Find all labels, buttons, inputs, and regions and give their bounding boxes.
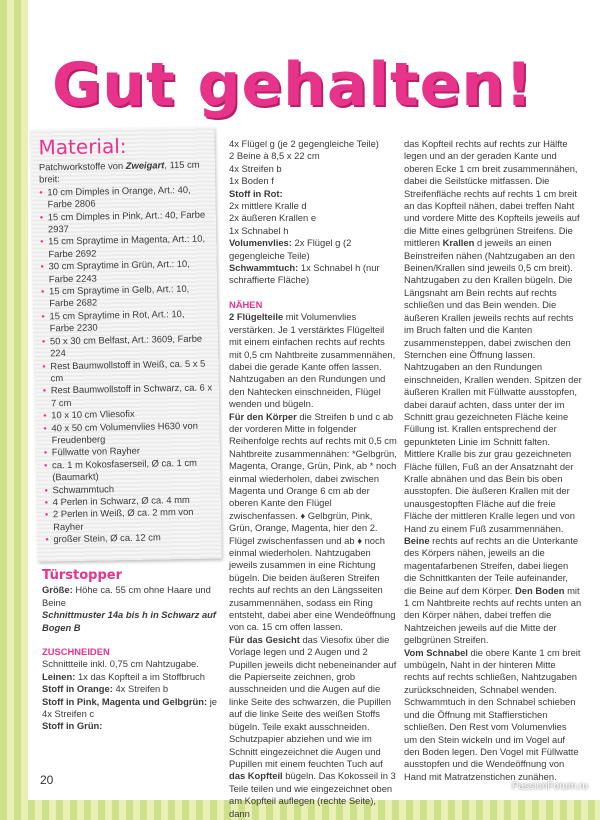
leinen-label: Leinen: — [42, 670, 76, 682]
schwamm-label: Schwammtuch: — [229, 262, 299, 274]
material-item: • großer Stein, Ø ca. 12 cm — [45, 531, 215, 546]
text-line: 2x äußeren Krallen e — [229, 212, 317, 224]
p3-bold2: das Kopfteil — [229, 770, 283, 782]
text-line: 1x Boden f — [229, 175, 274, 187]
paragraph — [404, 138, 582, 647]
page-title: Gut gehalten! — [52, 50, 534, 120]
c3-p1-text: d jeweils an einen Beinstreifen nähen (Nahtzugaben an den Beinen/Krallen sind jeweils 0,5 cm breit). Nahtzugaben zu den Krallen bügeln. Die Längsnaht am Bein rechts auf rechts schließen und das Bein wenden. Die äußeren Krallen jeweils rechts auf rechts im Bruch falten und die Kanten zusammensteppen, dabei zwischen den Sternchen eine Öffnung lassen. Nahtzugaben an den Rundungen einschneiden, Krallen wenden. Spitzen der äußeren Krallen mit Füllwatte ausstopfen, dabei darauf achten, dass unter der im Schnitt grau gezeichneten Fläche keine Füllung ist. Krallen entsprechend der gepunkteten Linie im Schnitt falten. Mittlere Kralle bis zur grau gezeichneten Fläche füllen, Fuß an der Ansatznaht der Kralle abnähen und das Bein bis oben ausstopfen. Die äußeren Krallen mit der unausgestopften Fläche auf die freie Fläche der mittleren Kralle legen und von Hand zu einem Fuß zusammennähen. — [404, 237, 582, 534]
material-item: • 40 x 50 cm Volumenvlies H630 von Freudenberg — [43, 419, 213, 447]
text-line: 1x Schnabel h — [229, 224, 289, 236]
material-item: • 15 cm Spraytime in Gelb, Art.: 10, Farbe 2682 — [41, 283, 211, 311]
material-intro-tail: , 115 cm breit: — [39, 158, 200, 185]
material-item: • Rest Baumwollstoff in Schwarz, ca. 6 x 7 cm — [43, 382, 213, 410]
leinen-line — [42, 671, 222, 683]
c3-p3-text: mit 1 cm Nahtbreite rechts auf rechts unten an den Körper nähen, dabei treffen die Nahtzeichen jeweils auf die Mitte der gelbgrünen Streifen. — [404, 584, 582, 646]
c3-p2-text: rechts auf rechts an die Unterkante des Körpers nähen, jeweils an die magentafarbenen Streifen, dabei liegen die Schnittkanten der Teile aufeinander, die Beine auf dem Körper. — [404, 535, 579, 596]
material-item: • 15 cm Spraytime in Magenta, Art.: 10, Farbe 2692 — [40, 233, 210, 261]
text-line: 2x mittlere Kralle d — [229, 200, 307, 212]
column-right — [404, 138, 582, 783]
material-item: • 10 cm Dimples in Orange, Art.: 40, Farbe 2806 — [39, 183, 209, 211]
material-intro-text: Patchworkstoffe von — [38, 159, 126, 173]
p3-text: das Viesofix über die Vorlage legen und 2 Augen und 2 Pupillen jeweils dicht nebeneinander auf die Papierseite zeichnen, grob ausschneiden und die Augen auf die linke Seite des schwarzen, die Pupillen auf die linke Seite des weißen Stoffs bügeln. Teile exakt ausschneiden. Schutzpapier abziehen und wie im Schnitt eingezeichnet die Augen und Pupillen mit einem feuchten Tuch auf — [229, 633, 397, 769]
material-item: • 30 cm Spraytime in Grün, Art.: 10, Farbe 2243 — [41, 258, 211, 286]
pink-text: je 4x Streifen c — [42, 695, 218, 720]
material-brand: Zweigart — [125, 159, 165, 171]
watermark: PassionForum.ru — [511, 781, 588, 792]
p1-bold: 2 Flügelteile — [229, 311, 284, 323]
size-label: Größe: — [42, 584, 73, 596]
cut-text: Schnittteile inkl. 0,75 cm Nahtzugabe. — [42, 658, 199, 670]
orange-line — [42, 683, 222, 695]
tuerstopper-section — [42, 570, 222, 733]
section-title: Türstopper — [42, 568, 123, 583]
c3-p4-text: die obere Kante 1 cm breit umbügeln, Naht in der hinteren Mitte rechts auf rechts schließen, Nahtzugaben zurückschneiden, Schnabel wenden. Schwammtuch in den Schnabel schieben und die Öffnung mit Staffierstichen schließen. Den Rest vom Volumenvlies um den Stein wickeln und im Vogel auf den Boden legen. Den Vogel mit Füllwatte ausstopfen und die Wendeöffnung von Hand mit Matratzenstichen zunähen. — [404, 646, 581, 782]
size-text: Höhe ca. 55 cm ohne Haare und Beine — [42, 584, 211, 608]
material-intro — [39, 159, 207, 187]
column-middle — [229, 138, 397, 820]
rot-label: Stoff in Rot: — [229, 187, 283, 199]
page-number: 20 — [40, 773, 54, 787]
volumen-text: 2x Flügel g (2 gegengleiche Teile) — [229, 237, 352, 261]
material-item: • ca. 1 m Kokosfaserseil, Ø ca. 1 cm (Baumarkt) — [44, 456, 214, 484]
pink-label: Stoff in Pink, Magenta und Gelbgrün: — [42, 695, 208, 707]
orange-label: Stoff in Orange: — [42, 683, 113, 695]
cut-title: ZUSCHNEIDEN — [42, 646, 110, 658]
leinen-text: 1x das Kopfteil a im Stoffbruch — [77, 670, 205, 682]
volumen-label: Volumenvlies: — [229, 237, 292, 249]
volumen-line — [229, 237, 397, 262]
naehen-title: NÄHEN — [229, 298, 263, 310]
material-box — [30, 126, 222, 561]
material-item: • 50 x 30 cm Belfast, Art.: 3609, Farbe 224 — [42, 332, 212, 360]
gruen-label: Stoff in Grün: — [42, 720, 103, 732]
material-item: • Füllwatte von Rayher — [44, 444, 214, 459]
material-item: • 15 cm Spraytime in Rot, Art.: 10, Farbe 2230 — [41, 307, 211, 335]
c3-p4-bold: Vom Schnabel — [404, 646, 468, 658]
material-item: • 2 Perlen in Weiß, Ø ca. 2 mm von Rayher — [45, 506, 215, 534]
paragraph — [229, 411, 397, 634]
paragraph — [229, 634, 397, 820]
material-item: • 15 cm Dimples in Pink, Art.: 40, Farbe 2937 — [40, 208, 210, 236]
c3-p2-bold: Beine — [404, 535, 430, 546]
p3-text2: bügeln. Das Kokosseil in 3 Teile teilen und wie eingezeichnet oben am Kopfteil auflegen (rechte Seite), dann — [229, 770, 396, 819]
orange-text: 4x Streifen b — [115, 683, 169, 695]
p2-bold: Für den Körper — [229, 410, 297, 422]
p1-text: mit Volumenvlies verstärken. Je 1 verstärktes Flügelteil mit einem einfachen rechts auf rechts mit 0,5 cm Nahtbreite zusammennähen, dabei die gerade Kante offen lassen. Nahtzugaben an den Rundungen und den Nahtecken einschneiden, Flügel wenden und bügeln. — [229, 311, 396, 410]
pattern-note: Schnittmuster 14a bis h in Schwarz auf Bogen B — [42, 609, 217, 633]
text-line: 2 Beine à 8,5 x 22 cm — [229, 150, 320, 162]
p3-bold: Für das Gesicht — [229, 633, 300, 645]
c3-p1: das Kopfteil rechts auf rechts zur Hälfte legen und an der geraden Kante und oberen Ecke 1 cm breit zusammennähen, dabei die Seilstücke mitfassen. Die Streifenfläche rechts auf rechts 1 cm breit an das Kopfteil nähen, dabei treffen Naht und vordere Mitte des Kopfteils jeweils auf die Mitte eines gelbgrünen Streifens. Die mittleren — [404, 138, 580, 249]
schwamm-text: 1x Schnabel h (nur schraffierte Fläche) — [229, 262, 380, 286]
gruen-line — [42, 720, 222, 732]
paragraph — [229, 311, 397, 410]
material-item: • Schwammtuch — [44, 481, 214, 496]
size-line — [42, 584, 222, 609]
paragraph — [404, 647, 582, 783]
material-list — [31, 183, 221, 546]
c3-p1-bold: Krallen — [442, 237, 475, 249]
material-item: • 10 x 10 cm Vliesofix — [43, 407, 213, 422]
c3-p3-bold: Den Boden — [515, 584, 565, 596]
material-heading: Material: — [38, 133, 127, 160]
schwamm-line — [229, 262, 397, 287]
text-line: 4x Streifen b — [229, 162, 282, 174]
material-item: • Rest Baumwollstoff in Weiß, ca. 5 x 5 cm — [42, 357, 212, 385]
text-line: 4x Flügel g (je 2 gegengleiche Teile) — [229, 138, 379, 149]
pink-line — [42, 696, 222, 721]
material-item: • 4 Perlen in Schwarz, Ø ca. 4 mm — [45, 493, 215, 508]
p2-text: die Streifen b und c ab der vorderen Mitte in folgender Reihenfolge rechts auf rechts mit 0,5 cm Nahtbreite zusammennähen: *Gelbgrün, Magenta, Orange, Grün, Pink, ab * noch einmal wiederholen, dabei zwischen Magenta und Orange 6 cm ab der oberen Kante den Flügel zwischenfassen. ♦ Gelbgrün, Pink, Grün, Orange, Magenta, hier den 2. Flügel zwischenfassen und ab ♦ noch einmal wiederholen. Nahtzugaben jeweils zusammen in eine Richtung bügeln. Die beiden äußeren Streifen rechts auf rechts an den Längsseiten zusammennähen, sodass ein Ring entsteht, dabei aber eine Wendeöffnung von ca. 15 cm offen lassen. — [229, 410, 397, 633]
